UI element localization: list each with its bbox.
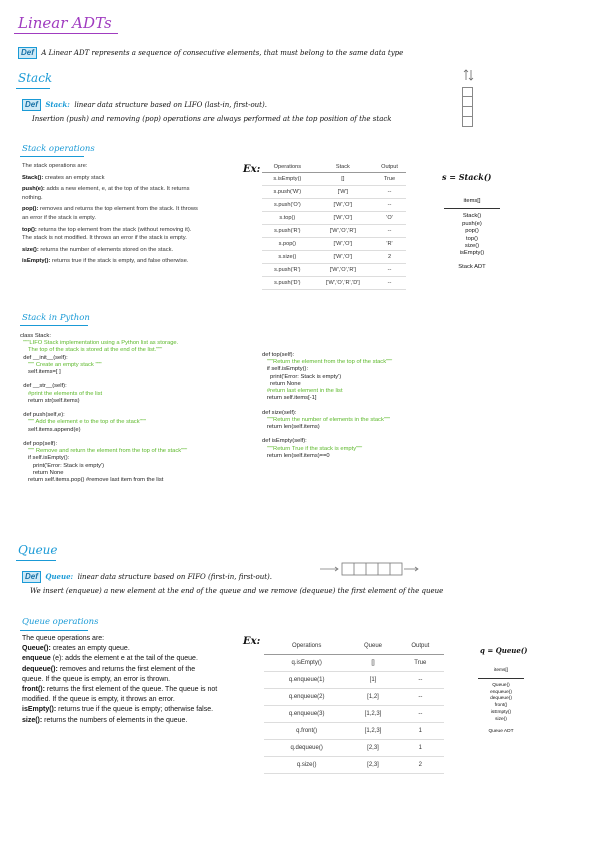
queue-op: size(): returns the numbers of elements in the queue. xyxy=(22,716,188,724)
table-cell: s.size() xyxy=(262,251,313,264)
queue-adt-box xyxy=(478,668,524,735)
code-line: print('Error: Stack is empty') xyxy=(20,462,105,469)
table-cell: s.push('R') xyxy=(262,264,313,277)
stack-python-underline xyxy=(20,325,88,326)
code-line: return None xyxy=(20,469,64,476)
stack-method: top() xyxy=(466,235,478,242)
code-line: self.items=[ ] xyxy=(20,369,61,376)
stack-example-table xyxy=(262,161,406,290)
code-line: def pop(self): xyxy=(20,441,58,447)
queue-ops-intro: The queue operations are: xyxy=(22,635,105,642)
table-cell: -- xyxy=(373,277,406,290)
table-row xyxy=(262,251,406,264)
code-line: def __str__(self): xyxy=(20,383,67,390)
stack-method: isEmpty() xyxy=(459,250,485,257)
table-header: Operations xyxy=(264,638,349,655)
stack-op: isEmpty(): returns true if the stack is empty, and false otherwise. xyxy=(22,258,189,265)
queue-heading: Queue xyxy=(18,543,58,557)
stack-def-term: Stack: xyxy=(45,100,70,109)
table-cell: 'O' xyxy=(373,212,406,225)
table-cell: [1,2,3] xyxy=(349,723,396,740)
table-cell: s.push('W') xyxy=(262,186,313,199)
queue-def-text: linear data structure based on FIFO (first-in, first-out). xyxy=(77,573,273,581)
stack-definition xyxy=(22,94,267,112)
table-header: Stack xyxy=(313,161,373,173)
queue-method: isEmpty() xyxy=(490,709,512,715)
stack-method: push(e) xyxy=(462,220,482,227)
queue-example-table xyxy=(264,638,444,774)
table-cell: 2 xyxy=(397,757,444,774)
queue-items-field: items[] xyxy=(478,668,524,679)
stack-python-code-left xyxy=(20,333,187,484)
table-row xyxy=(262,225,406,238)
stack-heading-underline xyxy=(16,88,50,89)
code-line: #print the elements of the list xyxy=(20,390,103,397)
table-cell: 1 xyxy=(397,723,444,740)
table-row xyxy=(264,655,444,672)
table-cell: -- xyxy=(397,689,444,706)
table-cell: q.isEmpty() xyxy=(264,655,349,672)
queue-diagram xyxy=(318,561,420,577)
code-line: if self.isEmpty(): xyxy=(262,366,309,373)
stack-heading: Stack xyxy=(18,71,53,85)
table-row xyxy=(262,264,406,277)
stack-operations-list xyxy=(22,162,202,266)
table-row xyxy=(262,173,406,186)
table-cell: ['W','O','R'] xyxy=(313,264,373,277)
queue-op: dequeue(): removes and returns the first element of the queue. If the queue is empty, an error is thrown. xyxy=(22,665,196,683)
code-line: """Return True if the stack is empty""" xyxy=(262,445,363,452)
table-cell: ['W','O','R','D'] xyxy=(313,277,373,290)
code-line xyxy=(20,405,187,412)
stack-slot xyxy=(462,87,473,97)
code-line: print('Error: Stack is empty') xyxy=(262,373,342,380)
code-line: def push(self,e): xyxy=(20,412,65,419)
table-cell: s.push('O') xyxy=(262,199,313,212)
stack-op: pop(): removes and returns the top element from the stack. It throws an error if the stack is empty. xyxy=(22,206,198,221)
table-row xyxy=(262,199,406,212)
table-cell: s.pop() xyxy=(262,238,313,251)
stack-python-code-right xyxy=(262,352,392,460)
table-cell: ['W'] xyxy=(313,186,373,199)
code-line xyxy=(262,431,392,438)
queue-op: front(): returns the first element of the queue. The queue is not modified. If the queue is empty, it throws an error. xyxy=(22,686,218,704)
code-line: return self.items[-1] xyxy=(262,395,317,402)
stack-op: size(): returns the number of elements stored on the stack. xyxy=(22,246,174,253)
table-cell: q.enqueue(3) xyxy=(264,706,349,723)
code-line: """ Create an empty stack """ xyxy=(20,361,102,368)
code-line: """Return the number of elements in the stack""" xyxy=(262,416,391,423)
stack-def-text: linear data structure based on LIFO (last-in, first-out). xyxy=(74,101,267,109)
stack-slot xyxy=(462,97,473,107)
table-cell: q.size() xyxy=(264,757,349,774)
stack-op: push(e): adds a new element, e, at the top of the stack. It returns nothing. xyxy=(22,186,190,201)
table-cell: [1,2,3] xyxy=(349,706,396,723)
stack-operations-heading: Stack operations xyxy=(22,144,95,154)
stack-method-list xyxy=(444,213,500,257)
table-cell: -- xyxy=(373,186,406,199)
table-cell: s.top() xyxy=(262,212,313,225)
stack-op: Stack(): creates an empty stack xyxy=(22,174,105,181)
stack-slot xyxy=(462,117,473,127)
code-line xyxy=(20,376,187,383)
code-line: def isEmpty(self): xyxy=(262,438,307,445)
queue-adt-label: Queue ADT xyxy=(488,728,514,734)
queue-method: front() xyxy=(494,703,508,709)
table-cell: -- xyxy=(397,672,444,689)
linear-adt-text: A Linear ADT represents a sequence of consecutive elements, that must belong to the same data type xyxy=(41,49,404,57)
title-underline xyxy=(14,33,118,34)
code-line: return str(self.items) xyxy=(20,397,80,404)
table-cell: 'R' xyxy=(373,238,406,251)
queue-op: enqueue (e): adds the element e at the tail of the queue. xyxy=(22,655,198,663)
stack-ops-underline xyxy=(20,156,84,157)
stack-example-label: Ex: xyxy=(243,164,261,175)
stack-adt-box xyxy=(444,198,500,271)
table-cell: True xyxy=(397,655,444,672)
table-row xyxy=(264,689,444,706)
stack-slot xyxy=(462,107,473,117)
table-cell: -- xyxy=(373,199,406,212)
queue-op: Queue(): creates an empty queue. xyxy=(22,645,130,653)
table-cell: ['W','O'] xyxy=(313,251,373,264)
def-badge: Def xyxy=(22,571,41,583)
table-row xyxy=(262,186,406,199)
queue-method: enqueue() xyxy=(490,689,512,695)
code-line xyxy=(20,434,187,441)
table-row xyxy=(264,706,444,723)
table-header: Output xyxy=(373,161,406,173)
queue-operations-heading: Queue operations xyxy=(22,617,99,627)
table-row xyxy=(262,277,406,290)
table-header: Operations xyxy=(262,161,313,173)
table-cell: True xyxy=(373,173,406,186)
table-cell: ['W','O'] xyxy=(313,199,373,212)
stack-op: top(): returns the top element from the stack (without removing it). The stack is not modified. It throws an error if the stack is empty. xyxy=(22,226,192,242)
code-line: """ Add the element e to the top of the stack""" xyxy=(20,419,146,426)
table-row xyxy=(264,740,444,757)
queue-op: isEmpty(): returns true if the queue is empty; otherwise false. xyxy=(22,706,214,714)
table-row xyxy=(264,723,444,740)
code-line: def top(self): xyxy=(262,352,295,358)
push-pop-arrows-icon xyxy=(462,68,476,82)
queue-ops-underline xyxy=(20,630,88,631)
stack-items-field: items[] xyxy=(444,198,500,209)
queue-example-label: Ex: xyxy=(243,636,261,647)
table-cell: [1,2] xyxy=(349,689,396,706)
code-line: return len(self.items)==0 xyxy=(262,452,330,459)
table-cell: ['W','O','R'] xyxy=(313,225,373,238)
table-header: Output xyxy=(397,638,444,655)
stack-insertion-note: Insertion (push) and removing (pop) operations are always performed at the top position of the stack xyxy=(32,115,392,123)
table-cell: [] xyxy=(349,655,396,672)
table-cell: -- xyxy=(373,225,406,238)
table-cell: q.enqueue(2) xyxy=(264,689,349,706)
queue-method-list xyxy=(478,683,524,724)
table-cell: -- xyxy=(397,706,444,723)
table-cell: [2,3] xyxy=(349,740,396,757)
queue-method: dequeue() xyxy=(490,696,512,702)
table-cell: s.isEmpty() xyxy=(262,173,313,186)
stack-method: Stack() xyxy=(462,213,482,220)
table-cell: -- xyxy=(373,264,406,277)
code-line: if self.isEmpty(): xyxy=(20,455,70,462)
code-line: class Stack: xyxy=(20,333,51,339)
code-line: """ Remove and return the element from the top of the stack""" xyxy=(20,448,188,455)
stack-assignment: s = Stack() xyxy=(442,172,492,182)
queue-method: Queue() xyxy=(492,682,510,688)
code-line: The top of the stack is stored at the end of the list.""" xyxy=(20,347,163,354)
queue-heading-underline xyxy=(16,560,56,561)
table-cell: s.push('R') xyxy=(262,225,313,238)
stack-adt-label: Stack ADT xyxy=(458,263,486,270)
table-cell: 1 xyxy=(397,740,444,757)
queue-def-term: Queue: xyxy=(45,572,74,581)
stack-method: pop() xyxy=(465,228,479,235)
def-badge: Def xyxy=(22,99,41,111)
table-cell: ['W','O'] xyxy=(313,212,373,225)
table-cell: q.dequeue() xyxy=(264,740,349,757)
table-cell: q.enqueue(1) xyxy=(264,672,349,689)
code-line: return len(self.items) xyxy=(262,424,320,431)
queue-assignment: q = Queue() xyxy=(480,646,528,655)
code-line: return self.items.pop() #remove last item from the list xyxy=(20,477,164,484)
queue-definition xyxy=(22,566,272,584)
table-cell: q.front() xyxy=(264,723,349,740)
code-line xyxy=(262,402,392,409)
stack-method: size() xyxy=(464,243,480,250)
table-cell: s.push('D') xyxy=(262,277,313,290)
table-cell: [1] xyxy=(349,672,396,689)
def-badge: Def xyxy=(18,47,37,59)
table-cell: 2 xyxy=(373,251,406,264)
table-cell: ['W','O'] xyxy=(313,238,373,251)
code-line: """LIFO Stack implementation using a Python list as storage. xyxy=(20,340,179,347)
stack-ops-intro: The stack operations are: xyxy=(22,163,88,169)
code-line: return None xyxy=(262,380,301,387)
table-row xyxy=(262,238,406,251)
table-header: Queue xyxy=(349,638,396,655)
code-line: def __init__(self): xyxy=(20,354,68,361)
code-line: def size(self): xyxy=(262,409,297,416)
queue-insert-note: We insert (enqueue) a new element at the end of the queue and we remove (dequeue) the first element of the queue xyxy=(30,587,444,595)
table-cell: [2,3] xyxy=(349,757,396,774)
code-line: #return last element in the list xyxy=(262,388,343,395)
table-row xyxy=(264,757,444,774)
table-row xyxy=(262,212,406,225)
queue-method: size() xyxy=(495,716,507,722)
linear-adt-definition xyxy=(18,42,403,60)
stack-diagram xyxy=(462,68,474,127)
table-row xyxy=(264,672,444,689)
table-cell: [] xyxy=(313,173,373,186)
code-line: """Return the element from the top of the stack""" xyxy=(262,359,393,366)
stack-python-heading: Stack in Python xyxy=(22,313,90,323)
queue-operations-list xyxy=(22,634,218,726)
page-title: Linear ADTs xyxy=(18,14,112,32)
code-line: self.items.append(e) xyxy=(20,426,81,433)
